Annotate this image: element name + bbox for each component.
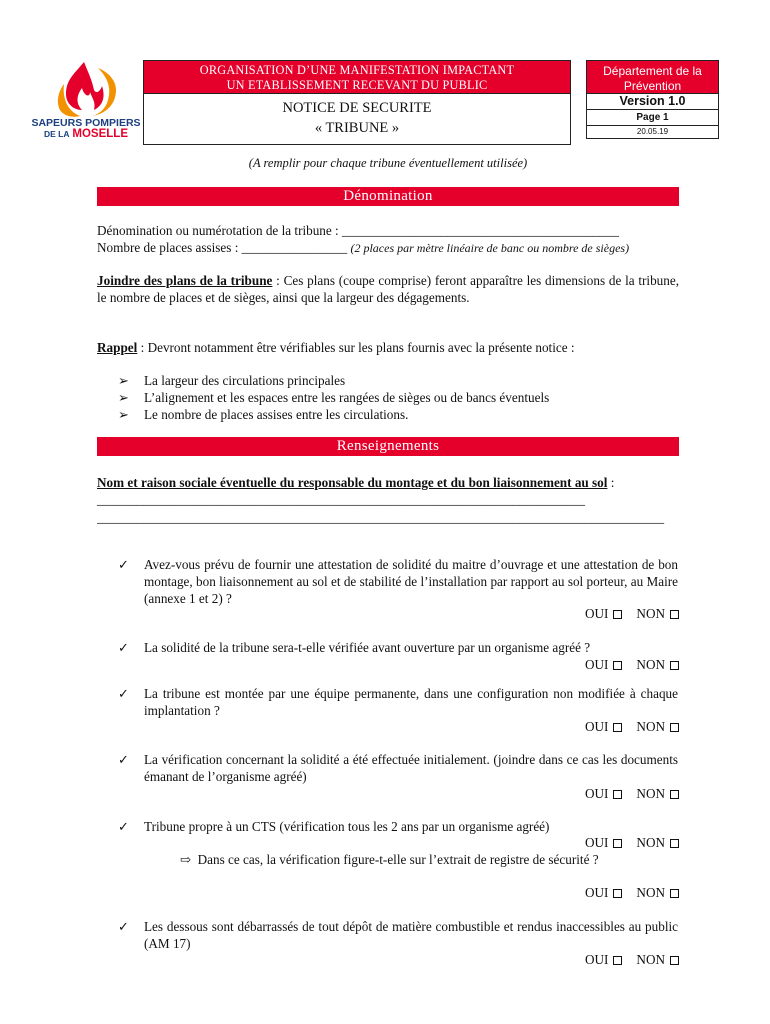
oui-checkbox[interactable]: [613, 610, 622, 619]
org-line2: UN ETABLISSEMENT RECEVANT DU PUBLIC: [226, 78, 488, 92]
fill-note: (A remplir pour chaque tribune éventuellement utilisée): [248, 156, 528, 170]
oui-label: OUI: [584, 657, 609, 672]
question-text: La tribune est montée par une équipe permanente, dans une configuration non modifiée à chaque implantation ?: [144, 686, 678, 718]
responsible-field[interactable]: [97, 474, 679, 508]
arrow-right-icon: ⇨: [180, 852, 192, 867]
checkmark-icon: ✓: [118, 752, 130, 767]
list-item: [118, 406, 678, 423]
logo-line2b: MOSELLE: [72, 128, 128, 140]
answer-row: [585, 884, 679, 901]
dept-line2: Prévention: [623, 78, 682, 93]
answer-row: [585, 656, 679, 673]
sub-question-text: Dans ce cas, la vérification figure-t-elle sur l’extrait de registre de sécurité ?: [197, 852, 599, 867]
non-checkbox[interactable]: [670, 839, 679, 848]
oui-checkbox[interactable]: [613, 956, 622, 965]
question-item: [118, 818, 678, 835]
non-checkbox[interactable]: [670, 723, 679, 732]
seats-label: Nombre de places assises : ________________: [97, 240, 351, 255]
question-text: La vérification concernant la solidité a été effectuée initialement. (joindre dans ce cas les documents émanant de l’organisme agréé): [144, 752, 678, 784]
question-text: Les dessous sont débarrassés de tout dépôt de matière combustible et rendus inaccessibles au public (AM 17): [144, 919, 678, 951]
org-line1: ORGANISATION D’UNE MANIFESTATION IMPACTANT: [199, 63, 515, 77]
question-text: Tribune propre à un CTS (vérification tous les 2 ans par un organisme agréé): [144, 819, 550, 834]
seats-note: (2 places par mètre linéaire de banc ou nombre de sièges): [350, 241, 630, 255]
dept-line1: Département de la: [603, 64, 702, 78]
version-label: Version 1.0: [586, 93, 719, 110]
list-item-text: La largeur des circulations principales: [144, 373, 346, 388]
non-checkbox[interactable]: [670, 889, 679, 898]
rappel-paragraph: [97, 339, 679, 356]
oui-label: OUI: [584, 835, 609, 850]
oui-checkbox[interactable]: [613, 889, 622, 898]
oui-checkbox[interactable]: [613, 661, 622, 670]
question-item: [118, 685, 678, 719]
checkmark-icon: ✓: [118, 557, 130, 572]
non-checkbox[interactable]: [670, 661, 679, 670]
oui-label: OUI: [584, 786, 609, 801]
non-label: NON: [636, 835, 665, 850]
question-text: La solidité de la tribune sera-t-elle vérifiée avant ouverture par un organisme agréé ?: [144, 640, 591, 655]
answer-row: [585, 718, 679, 735]
non-label: NON: [636, 952, 665, 967]
department-box: [586, 60, 719, 94]
notice-title: [143, 93, 571, 145]
non-checkbox[interactable]: [670, 956, 679, 965]
question-item: [118, 751, 678, 785]
arrow-bullet-icon: ➢: [118, 407, 130, 422]
non-label: NON: [636, 606, 665, 621]
denomination-field[interactable]: Dénomination ou numérotation de la tribune : __________________________________________: [97, 223, 619, 238]
oui-label: OUI: [584, 719, 609, 734]
checkmark-icon: ✓: [118, 686, 130, 701]
list-item-text: L’alignement et les espaces entre les rangées de sièges ou de bancs éventuels: [144, 390, 550, 405]
plans-paragraph: [97, 272, 679, 306]
seats-field[interactable]: [97, 239, 679, 257]
responsible-label: Nom et raison sociale éventuelle du responsable du montage et du bon liaisonnement au sol: [97, 475, 608, 490]
plans-text: : Ces plans (coupe comprise) feront apparaître les dimensions de la tribune, le nombre de places et de sièges, ainsi que la largeur des dégagements.: [97, 273, 680, 305]
list-item: [118, 389, 678, 406]
section-renseignements: Renseignements: [97, 437, 679, 456]
rappel-label: Rappel: [97, 340, 138, 355]
organisation-title: [143, 60, 571, 94]
question-item: [118, 639, 678, 656]
checkmark-icon: ✓: [118, 919, 130, 934]
oui-checkbox[interactable]: [613, 839, 622, 848]
logo-wordmark: [30, 118, 142, 140]
non-label: NON: [636, 786, 665, 801]
sub-question: [118, 851, 678, 868]
list-item-text: Le nombre de places assises entre les circulations.: [144, 407, 409, 422]
section-denomination: Dénomination: [97, 187, 679, 206]
responsible-blank: : __________________________________________________________________________: [97, 475, 615, 507]
checkmark-icon: ✓: [118, 640, 130, 655]
responsible-blank-line[interactable]: ______________________________________________________________________________________: [97, 510, 665, 525]
notice-line2: « TRIBUNE »: [314, 120, 400, 136]
oui-label: OUI: [584, 952, 609, 967]
logo-line2a: DE LA: [43, 129, 70, 139]
arrow-bullet-icon: ➢: [118, 373, 130, 388]
oui-label: OUI: [584, 606, 609, 621]
non-label: NON: [636, 719, 665, 734]
notice-line1: NOTICE DE SECURITE: [282, 100, 432, 116]
plans-label: Joindre des plans de la tribune: [97, 273, 273, 288]
non-label: NON: [636, 657, 665, 672]
question-item: [118, 556, 678, 607]
question-text: Avez-vous prévu de fournir une attestation de solidité du maitre d’ouvrage et une attestation de bon montage, bon liaisonnement au sol et de stabilité de l’installation par rapport au sol porteur, au Maire (annexe 1 et 2) ?: [144, 557, 678, 606]
sub-question-item: [118, 851, 678, 868]
rappel-text: : Devront notamment être vérifiables sur les plans fournis avec la présente notice :: [137, 340, 575, 355]
document-date: 20.05.19: [586, 125, 719, 139]
checkmark-icon: ✓: [118, 819, 130, 834]
answer-row: [585, 605, 679, 622]
arrow-bullet-icon: ➢: [118, 390, 130, 405]
answer-row: [585, 951, 679, 968]
non-label: NON: [636, 885, 665, 900]
oui-checkbox[interactable]: [613, 723, 622, 732]
answer-row: [585, 785, 679, 802]
non-checkbox[interactable]: [670, 610, 679, 619]
oui-label: OUI: [584, 885, 609, 900]
logo-line1: SAPEURS POMPIERS: [31, 117, 141, 129]
answer-row: [585, 834, 679, 851]
oui-checkbox[interactable]: [613, 790, 622, 799]
non-checkbox[interactable]: [670, 790, 679, 799]
question-item: [118, 918, 678, 952]
page-number: Page 1: [586, 109, 719, 126]
list-item: [118, 372, 678, 389]
